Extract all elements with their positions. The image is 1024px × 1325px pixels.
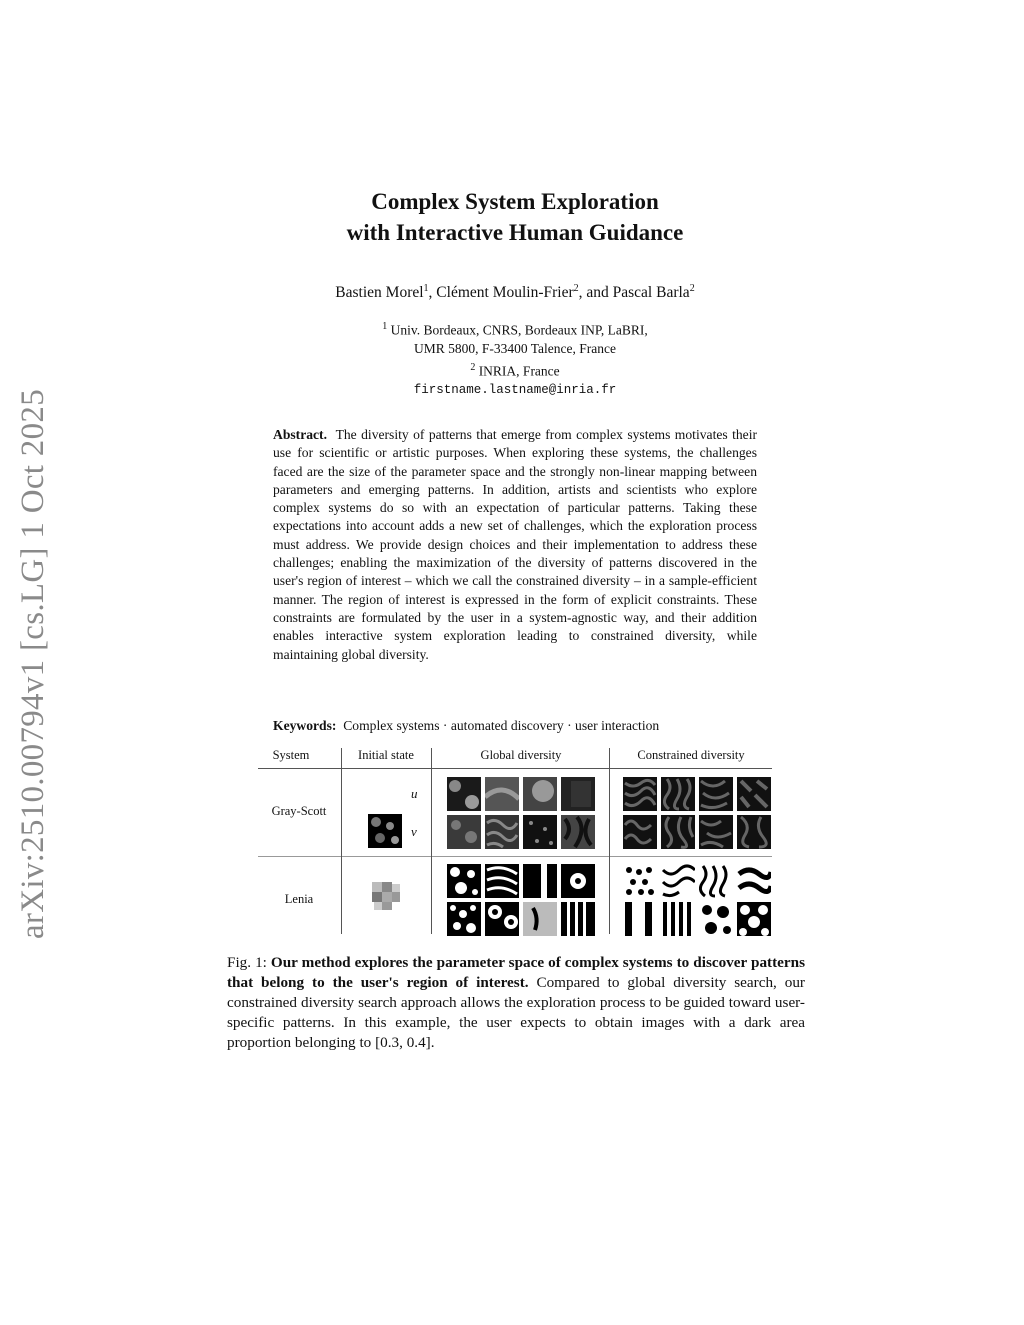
row-label-gray-scott: Gray-Scott bbox=[271, 804, 327, 818]
lenia-global-sample bbox=[447, 864, 481, 898]
lenia-global-sample bbox=[561, 864, 595, 898]
author-list bbox=[200, 283, 830, 302]
affiliation-2: $^2$ INRIA, France bbox=[470, 361, 560, 378]
author-separator: , and bbox=[578, 284, 613, 302]
paper-title bbox=[200, 186, 830, 248]
lenia-global-sample bbox=[561, 902, 595, 936]
row-separator bbox=[258, 856, 772, 857]
variable-u-label: u bbox=[411, 786, 418, 801]
affiliation-1-line-1: $^1$ Univ. Bordeaux, CNRS, Bordeaux INP, LaBRI, bbox=[382, 321, 648, 338]
column-divider bbox=[431, 748, 432, 934]
column-divider bbox=[609, 748, 610, 934]
header-rule bbox=[258, 768, 772, 769]
gray-scott-constrained-sample bbox=[737, 777, 771, 811]
abstract bbox=[273, 426, 757, 664]
variable-v-label: v bbox=[411, 824, 417, 839]
gray-scott-global-sample bbox=[447, 777, 481, 811]
contact-email: firstname.lastname@inria.fr bbox=[413, 382, 617, 397]
gray-scott-constrained-sample bbox=[661, 815, 695, 849]
lenia-initial-state bbox=[368, 878, 402, 912]
keywords bbox=[273, 718, 773, 734]
gray-scott-global-sample bbox=[447, 815, 481, 849]
affiliations bbox=[200, 318, 830, 399]
gray-scott-global-sample bbox=[561, 815, 595, 849]
gray-scott-initial-v bbox=[368, 814, 402, 848]
lenia-constrained-sample bbox=[699, 902, 733, 936]
author-separator: , bbox=[428, 284, 437, 302]
gray-scott-constrained-sample bbox=[737, 815, 771, 849]
gray-scott-initial-u bbox=[368, 774, 402, 808]
header-global-diversity: Global diversity bbox=[480, 748, 562, 762]
gray-scott-constrained-sample bbox=[699, 815, 733, 849]
keywords-text: Complex systems · automated discovery · user interaction bbox=[343, 718, 660, 733]
keywords-label: Keywords: bbox=[273, 718, 337, 733]
header-system: System bbox=[272, 748, 310, 762]
gray-scott-constrained-sample bbox=[661, 777, 695, 811]
lenia-global-sample bbox=[485, 902, 519, 936]
lenia-global-sample bbox=[447, 902, 481, 936]
gray-scott-global-sample bbox=[485, 815, 519, 849]
figure-caption bbox=[227, 953, 805, 1053]
lenia-constrained-sample bbox=[623, 902, 657, 936]
lenia-global-sample bbox=[523, 864, 557, 898]
gray-scott-global-sample bbox=[485, 777, 519, 811]
abstract-label: Abstract. bbox=[273, 427, 327, 442]
gray-scott-global-sample bbox=[561, 777, 595, 811]
figure-1 bbox=[258, 746, 772, 936]
gray-scott-constrained-sample bbox=[623, 777, 657, 811]
gray-scott-constrained-sample bbox=[699, 777, 733, 811]
lenia-constrained-sample bbox=[737, 902, 771, 936]
column-divider bbox=[341, 748, 342, 934]
gray-scott-global-sample bbox=[523, 777, 557, 811]
lenia-constrained-sample bbox=[699, 864, 733, 898]
header-initial-state: Initial state bbox=[358, 748, 414, 762]
gray-scott-global-sample bbox=[523, 815, 557, 849]
row-label-lenia: Lenia bbox=[284, 892, 314, 906]
author-3-affiliation: 2 bbox=[689, 283, 695, 294]
lenia-global-sample bbox=[485, 864, 519, 898]
arxiv-identifier: arXiv:2510.00794v1 [cs.LG] 1 Oct 2025 bbox=[15, 389, 51, 940]
lenia-global-sample bbox=[523, 902, 557, 936]
lenia-constrained-sample bbox=[737, 864, 771, 898]
author-3: Pascal Barla bbox=[612, 284, 690, 302]
lenia-constrained-sample bbox=[661, 902, 695, 936]
author-1: Bastien Morel bbox=[335, 284, 424, 302]
author-1-affiliation: 1 bbox=[423, 283, 429, 294]
title-line-1: Complex System Exploration bbox=[371, 189, 659, 214]
affiliation-1-line-2: UMR 5800, F-33400 Talence, France bbox=[413, 341, 617, 356]
author-2: Clément Moulin-Frier bbox=[436, 284, 574, 302]
gray-scott-constrained-sample bbox=[623, 815, 657, 849]
header-constrained-diversity: Constrained diversity bbox=[637, 748, 745, 762]
lenia-constrained-sample bbox=[661, 864, 695, 898]
caption-bold-summary: Our method explores the parameter space of complex systems to discover patterns that belong to the user's region of interest. bbox=[227, 954, 806, 991]
caption-text: Compared to global diversity search, our constrained diversity search approach allows the exploration process to be guided toward user-specific patterns. In this example, the user expects to obtain images with a dark area proportion belonging to [0.3, 0.4]. bbox=[227, 974, 805, 1051]
title-line-2: with Interactive Human Guidance bbox=[346, 220, 684, 245]
author-2-affiliation: 2 bbox=[573, 283, 579, 294]
caption-label: Fig. 1: bbox=[227, 954, 267, 971]
lenia-constrained-sample bbox=[623, 864, 657, 898]
abstract-text: The diversity of patterns that emerge from complex systems motivates their use for scientific or artistic purposes. When exploring these systems, the challenges faced are the size of the parameter space and the strongly non-linear mapping between parameters and emerging patterns. In addition, artists and scientists who explore complex systems do so with an expectation of particular patterns. Taking these expectations into account adds a new set of challenges, which the exploration process must address. We provide design choices and their implementation to address these challenges; enabling the maximization of the diversity of patterns discovered in the user's region of interest – which we call the constrained diversity – in a sample-efficient manner. The region of interest is expressed in the form of explicit constraints. These constraints are formulated by the user in a system-agnostic way, and their addition enables interactive system exploration leading to constrained diversity, while maintaining global diversity. bbox=[273, 427, 757, 662]
